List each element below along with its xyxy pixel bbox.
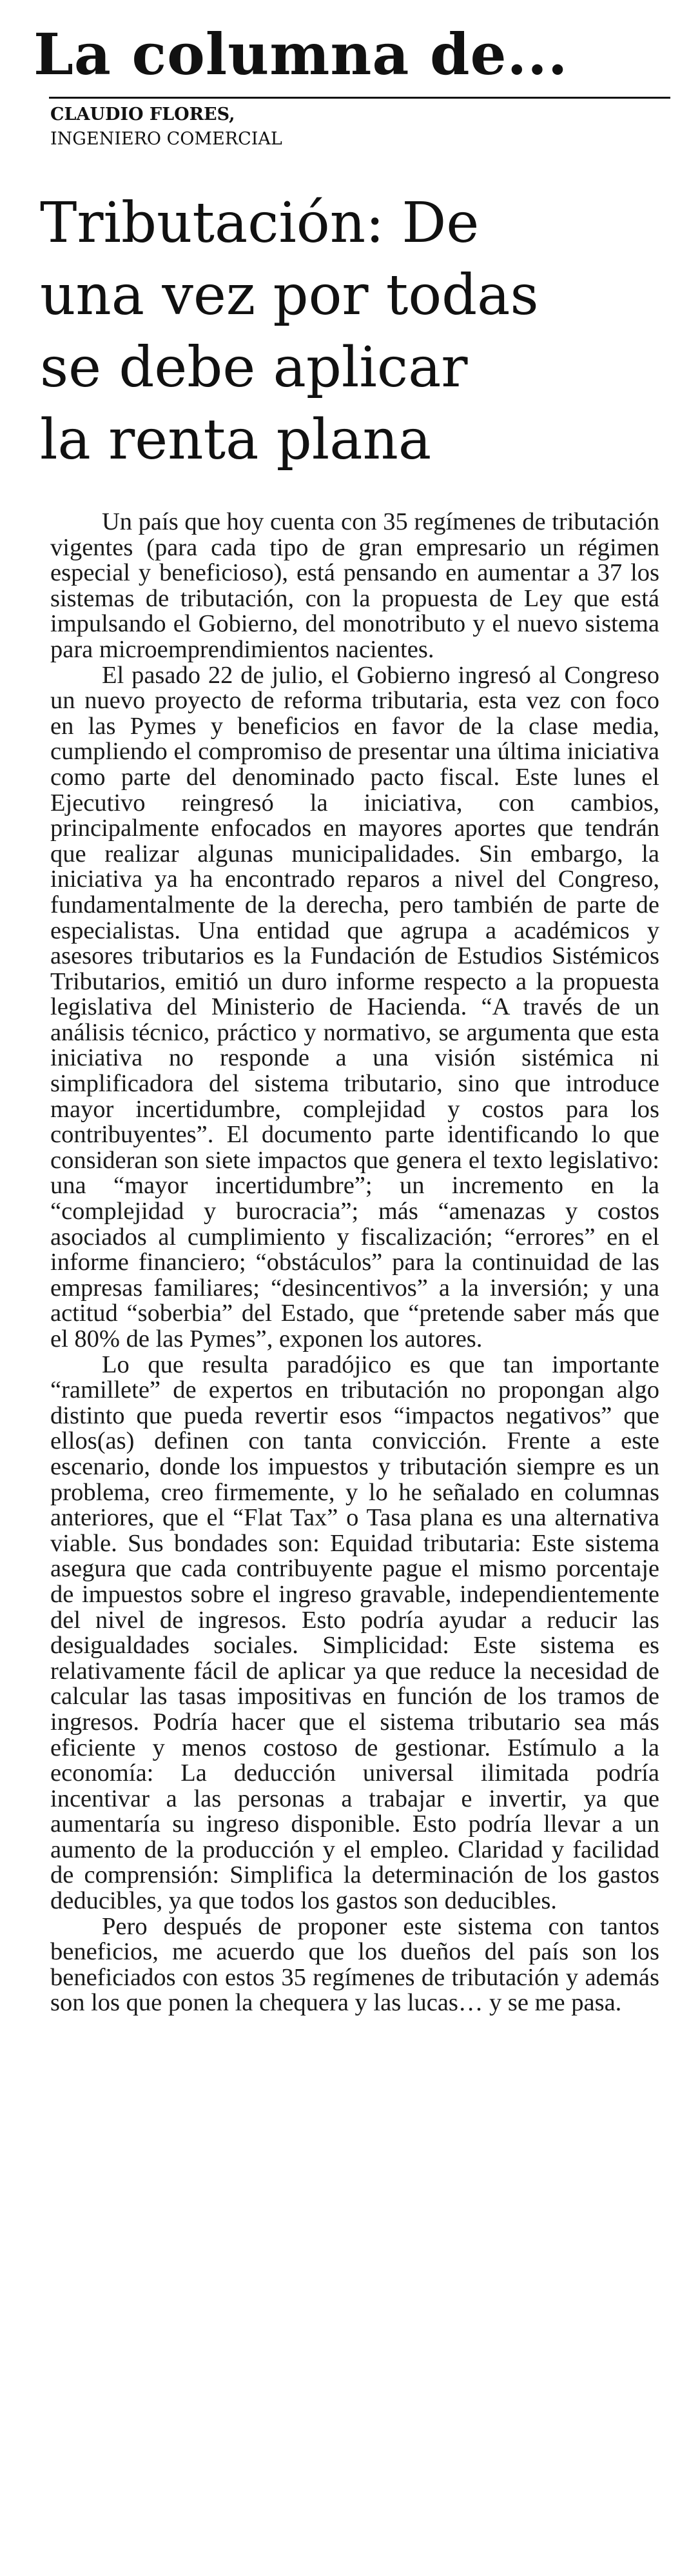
- headline-line: una vez por todas: [40, 263, 539, 328]
- body-paragraph: El pasado 22 de julio, el Gobierno ingresó al Congreso un nuevo proyecto de reforma tributaria, esta vez con foco en las Pymes y beneficios en favor de la clase media, cumpliendo el compromiso de presentar una última iniciativa como parte del denominado pacto fiscal. Este lunes el Ejecutivo reingresó la iniciativa, con cambios, principalmente enfocados en mayores aportes que tendrán que realizar algunas municipalidades. Sin embargo, la iniciativa ya ha encontrado reparos a nivel del Congreso, fundamentalmente de la derecha, pero también de parte de especialistas. Una entidad que agrupa a académicos y asesores tributarios es la Fundación de Estudios Sistémicos Tributarios, emitió un duro informe respecto a la propuesta legislativa del Ministerio de Hacienda. “A través de un análisis técnico, práctico y normativo, se argumenta que esta iniciativa no responde a una visión sistémica ni simplificadora del sistema tributario, sino que introduce mayor incertidumbre, complejidad y costos para los contribuyentes”. El documento parte identificando lo que consideran son siete impactos que genera el texto legislativo: una “mayor incertidumbre”; un incremento en la “complejidad y burocracia”; más “amenazas y costos asociados al cumplimiento y fiscalización; “errores” en el informe financiero; “obstáculos” para la continuidad de las empresas familiares; “desincentivos” a la inversión; y una actitud “soberbia” del Estado, que “pretende saber más que el 80% de las Pymes”, exponen los autores.: [50, 661, 659, 1352]
- body-paragraph: Un país que hoy cuenta con 35 regímenes de tributación vigentes (para cada tipo de gran empresario un régimen especial y beneficioso), está pensando en aumentar a 37 los sistemas de tributación, con la propuesta de Ley que está impulsando el Gobierno, del monotributo y el nuevo sistema para microemprendimientos nacientes.: [50, 508, 659, 663]
- article-body: [50, 510, 659, 2016]
- section-title: La columna de...: [34, 21, 569, 88]
- header-rule: [49, 97, 670, 99]
- headline-line: Tributación: De: [40, 191, 480, 255]
- body-paragraph: Pero después de proponer este sistema con tantos beneficios, me acuerdo que los dueños del país son los beneficiados con estos 35 regímenes de tributación y además son los que ponen la chequera y las lucas… y se me pasa.: [50, 1912, 659, 2017]
- body-paragraph: Lo que resulta paradójico es que tan importante “ramillete” de expertos en tributación no propongan algo distinto que pueda revertir esos “impactos negativos” que ellos(as) definen con tanta convicción. Frente a este escenario, donde los impuestos y tributación siempre es un problema, creo firmemente, y lo he señalado en columnas anteriores, que el “Flat Tax” o Tasa plana es una alternativa viable. Sus bondades son: Equidad tributaria: Este sistema asegura que cada contribuyente pague el mismo porcentaje de impuestos sobre el ingreso gravable, independientemente del nivel de ingresos. Esto podría ayudar a reducir las desigualdades sociales. Simplicidad: Este sistema es relativamente fácil de aplicar ya que reduce la necesidad de calcular las tasas impositivas en función de los tramos de ingresos. Podría hacer que el sistema tributario sea más eficiente y menos costoso de gestionar. Estímulo a la economía: La deducción universal ilimitada podría incentivar a las personas a trabajar e invertir, ya que aumentaría su ingreso disponible. Esto podría llevar a un aumento de la producción y el empleo. Claridad y facilidad de comprensión: Simplifica la determinación de los gastos deducibles, ya que todos los gastos son deducibles.: [50, 1351, 659, 1915]
- headline-line: se debe aplicar: [40, 335, 468, 400]
- headline-line: la renta plana: [40, 408, 432, 472]
- article-headline: [40, 187, 672, 476]
- author-role: INGENIERO COMERCIAL: [50, 129, 282, 149]
- author-name: CLAUDIO FLORES,: [50, 104, 235, 124]
